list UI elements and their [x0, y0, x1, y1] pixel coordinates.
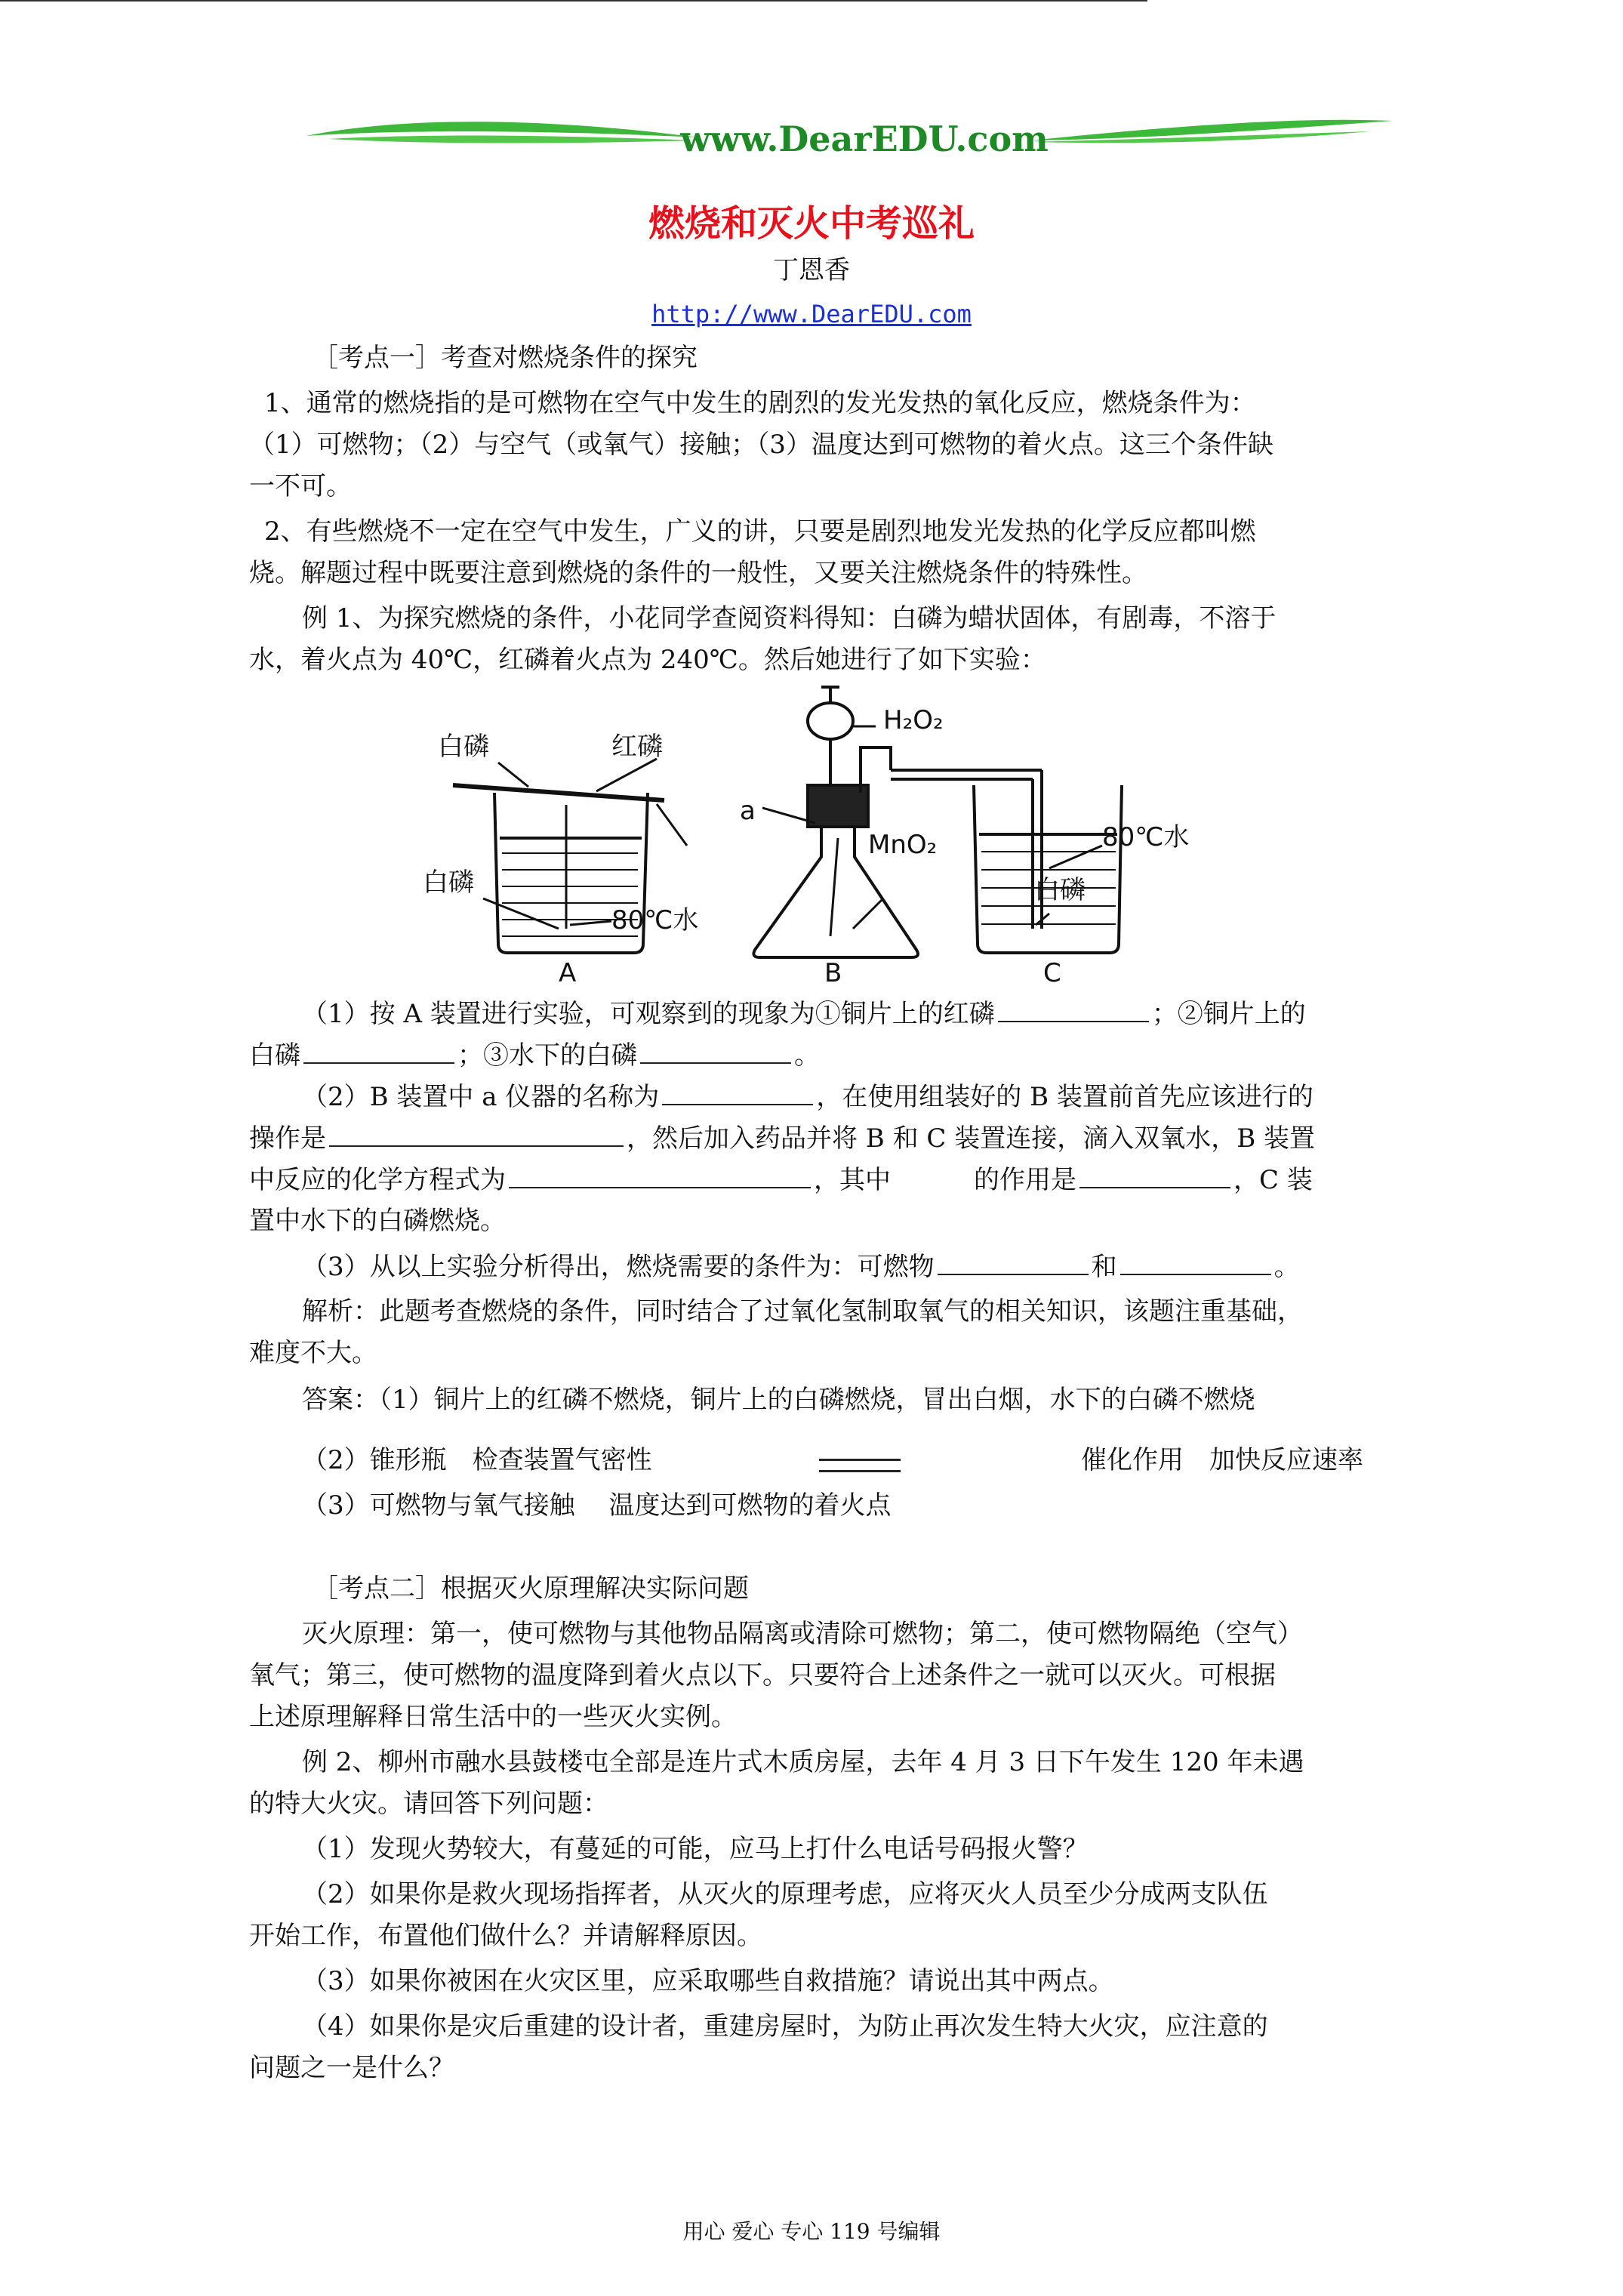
question-text: 。: [794, 1040, 820, 1071]
answer-blank: [1079, 1161, 1230, 1188]
question-line: 开始工作，布置他们做什么？并请解释原因。: [249, 1921, 762, 1951]
label-instrument-a: a: [740, 796, 756, 826]
paragraph-line: 氧气；第三，使可燃物的温度降到着火点以下。只要符合上述条件之一就可以灭火。可根据: [249, 1660, 1276, 1690]
question-line: [302, 1078, 1313, 1115]
question-line: [249, 1037, 820, 1074]
page-footer: 用心 爱心 专心 119 号编辑: [682, 2219, 941, 2244]
question-text: ；②铜片上的: [1151, 999, 1306, 1029]
label-water-c: 80℃水: [1102, 822, 1190, 852]
paragraph-line: 上述原理解释日常生活中的一些灭火实例。: [249, 1702, 737, 1732]
question-line: （3）如果你被困在火灾区里，应采取哪些自救措施？请说出其中两点。: [302, 1966, 1114, 1996]
label-h2o2: H₂O₂: [883, 705, 944, 735]
answer-blank: [329, 1120, 624, 1147]
header-rule: [0, 0, 1147, 2]
analysis-line: 难度不大。: [249, 1338, 377, 1368]
example-line: 例 1、为探究燃烧的条件，小花同学查阅资料得知：白磷为蜡状固体，有剧毒，不溶于: [302, 603, 1277, 633]
question-line: （2）如果你是救火现场指挥者，从灭火的原理考虑，应将灭火人员至少分成两支队伍: [302, 1879, 1268, 1909]
question-text: 操作是: [249, 1123, 326, 1154]
question-text: ，在使用组装好的 B 装置前首先应该进行的: [816, 1082, 1313, 1112]
section-heading-1: ［考点一］考查对燃烧条件的探究: [313, 343, 698, 373]
question-text: 和: [1091, 1252, 1117, 1282]
label-water-a: 80℃水: [611, 905, 699, 935]
label-c: C: [1043, 958, 1061, 988]
paragraph-line: 1、通常的燃烧指的是可燃物在空气中发生的剧烈的发光发热的氧化反应，燃烧条件为：: [264, 388, 1256, 418]
answer-blank: [509, 1161, 811, 1188]
question-text: （3）从以上实验分析得出，燃烧需要的条件为：可燃物: [302, 1252, 935, 1282]
answer-blank: [998, 995, 1149, 1022]
question-text: ，然后加入药品并将 B 和 C 装置连接，滴入双氧水，B 装置: [627, 1123, 1316, 1154]
question-text: ；③水下的白磷: [457, 1040, 637, 1071]
question-text: 白磷: [249, 1040, 300, 1071]
question-line: （1）发现火势较大，有蔓延的可能，应马上打什么电话号码报火警？: [302, 1834, 1089, 1864]
answer-line: （3）可燃物与氧气接触 温度达到可燃物的着火点: [302, 1490, 892, 1521]
equation-sign: [819, 1459, 901, 1472]
site-banner-logo: [306, 106, 1393, 170]
label-white-phosphorus-top: 白磷: [438, 732, 489, 762]
label-white-phosphorus-water: 白磷: [423, 868, 474, 898]
answer-blank: [1120, 1248, 1271, 1275]
apparatus-a: [423, 732, 698, 988]
answer-blank: [640, 1037, 791, 1064]
label-a: A: [559, 958, 577, 988]
label-white-phosphorus-c: 白磷: [1034, 875, 1086, 905]
answer-line: （2）锥形瓶 检查装置气密性: [302, 1445, 652, 1475]
paragraph-line: 2、有些燃烧不一定在空气中发生，广义的讲，只要是剧烈地发光发热的化学反应都叫燃: [264, 516, 1256, 547]
source-link[interactable]: http://www.DearEDU.com: [651, 300, 972, 328]
paragraph-line: （1）可燃物；（2）与空气（或氧气）接触；（3）温度达到可燃物的着火点。这三个条件缺: [249, 430, 1273, 460]
question-text: 。: [1273, 1252, 1300, 1282]
apparatus-b: [740, 687, 944, 988]
question-text: 的作用是: [974, 1165, 1076, 1195]
paragraph-line: 烧。解题过程中既要注意到燃烧的条件的一般性，又要关注燃烧条件的特殊性。: [249, 558, 1147, 588]
question-line: （4）如果你是灾后重建的设计者，重建房屋时，为防止再次发生特大火灾，应注意的: [302, 2011, 1268, 2042]
answer-line: 答案：（1）铜片上的红磷不燃烧，铜片上的白磷燃烧，冒出白烟，水下的白磷不燃烧: [302, 1385, 1255, 1415]
example-line: 例 2、柳州市融水县鼓楼屯全部是连片式木质房屋，去年 4 月 3 日下午发生 120 年未遇: [302, 1747, 1304, 1777]
question-text: （2）B 装置中 a 仪器的名称为: [302, 1082, 660, 1112]
question-line: 问题之一是什么？: [249, 2053, 454, 2083]
answer-blank: [662, 1078, 813, 1105]
page-title: 燃烧和灭火中考巡礼: [648, 202, 975, 245]
question-line: [302, 1248, 1300, 1285]
answer-blank: [303, 1037, 454, 1064]
label-red-phosphorus: 红磷: [611, 732, 663, 762]
question-line: [249, 1120, 1315, 1157]
question-line: [249, 1161, 1313, 1198]
answer-blank: [938, 1248, 1089, 1275]
apparatus-c: [891, 770, 1189, 988]
site-banner-text: www.DearEDU.com: [680, 119, 1049, 159]
label-b: B: [824, 958, 842, 988]
section-heading-2: ［考点二］根据灭火原理解决实际问题: [313, 1573, 749, 1604]
experiment-diagram: [408, 672, 1238, 989]
question-text: ，C 装: [1233, 1165, 1313, 1195]
analysis-line: 解析：此题考查燃烧的条件，同时结合了过氧化氢制取氧气的相关知识，该题注重基础，: [302, 1296, 1303, 1327]
question-text: ，其中: [814, 1165, 891, 1195]
paragraph-line: 灭火原理：第一，使可燃物与其他物品隔离或清除可燃物；第二，使可燃物隔绝（空气）: [302, 1619, 1303, 1649]
author: 丁恩香: [773, 255, 850, 285]
paragraph-line: 一不可。: [249, 471, 352, 501]
question-text: （1）按 A 装置进行实验，可观察到的现象为①铜片上的红磷: [302, 999, 995, 1029]
question-line: 置中水下的白磷燃烧。: [249, 1206, 506, 1236]
question-text: 中反应的化学方程式为: [249, 1165, 506, 1195]
label-mno2: MnO₂: [868, 830, 938, 860]
answer-line: 催化作用 加快反应速率: [1081, 1445, 1363, 1475]
example-line: 水，着火点为 40℃，红磷着火点为 240℃。然后她进行了如下实验：: [249, 645, 1046, 675]
question-line: [302, 995, 1306, 1032]
example-line: 的特大火灾。请回答下列问题：: [249, 1789, 608, 1819]
